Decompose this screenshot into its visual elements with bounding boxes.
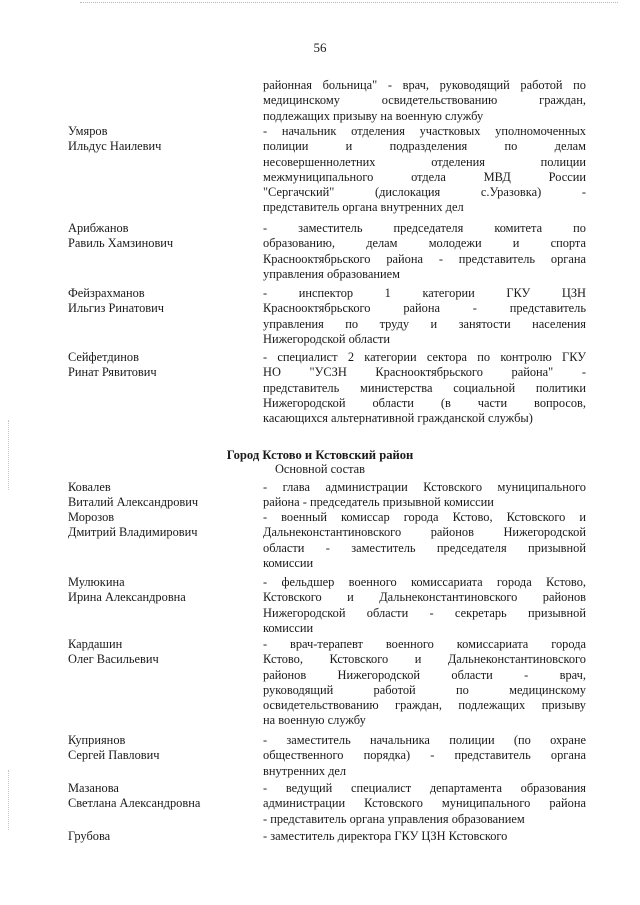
member-given-names: Ильгиз Ринатович bbox=[68, 301, 164, 316]
role-line: - специалист 2 категории сектора по контролю ГКУ bbox=[263, 350, 586, 364]
member-surname: Грубова bbox=[68, 829, 111, 843]
member-given-names: Ринат Рявитович bbox=[68, 365, 157, 380]
role-line: подлежащих призыву на военную службу bbox=[263, 108, 484, 123]
member-name bbox=[68, 124, 258, 155]
member-role bbox=[263, 637, 586, 729]
member-role bbox=[263, 781, 586, 827]
page-number: 56 bbox=[313, 40, 327, 55]
member-surname: Куприянов bbox=[68, 733, 126, 747]
member-role bbox=[263, 829, 586, 844]
role-line: образованию, делам молодежи и спорта bbox=[263, 236, 586, 251]
role-line: касающихся альтернативной гражданской службы) bbox=[263, 411, 533, 426]
top-dotted-rule bbox=[80, 2, 618, 3]
member-role bbox=[263, 221, 586, 282]
role-line: районов Нижегородской области - врач, bbox=[263, 667, 586, 682]
role-line: Дальнеконстантиновского районов Нижегородской bbox=[263, 525, 586, 540]
role-line: "Сергачский" (дислокация с.Уразовка) - bbox=[263, 185, 586, 200]
role-line: несовершеннолетних отделения полиции bbox=[263, 154, 586, 169]
section-heading: Город Кстово и Кстовский район bbox=[226, 448, 414, 462]
member-role bbox=[263, 575, 586, 636]
member-given-names: Дмитрий Владимирович bbox=[68, 525, 198, 540]
role-line: - заместитель директора ГКУ ЦЗН Кстовского bbox=[263, 829, 508, 843]
role-line: области - заместитель председателя призывной bbox=[263, 540, 586, 555]
member-name bbox=[68, 637, 258, 668]
role-line: полиции и подразделения по делам bbox=[263, 139, 586, 154]
role-line: Нижегородской области (в части вопросов, bbox=[263, 395, 586, 410]
role-line: НО "УСЗН Краснооктябрьского района" - bbox=[263, 365, 586, 380]
role-line: - заместитель председателя комитета по bbox=[263, 221, 586, 235]
role-line: комиссии bbox=[263, 555, 314, 570]
role-line: представитель органа внутренних дел bbox=[263, 200, 464, 215]
role-line: - глава администрации Кстовского муниципального bbox=[263, 480, 586, 494]
role-line: - начальник отделения участковых уполномоченных bbox=[263, 124, 586, 138]
member-role bbox=[263, 350, 586, 426]
role-line: - инспектор 1 категории ГКУ ЦЗН bbox=[263, 286, 586, 300]
role-line: администрации Кстовского муниципального района bbox=[263, 796, 586, 811]
member-name bbox=[68, 829, 258, 844]
member-name bbox=[68, 575, 258, 606]
role-line: Кстовского и Дальнеконстантиновского районов bbox=[263, 590, 586, 605]
member-given-names: Ирина Александровна bbox=[68, 590, 186, 605]
member-surname: Ковалев bbox=[68, 480, 111, 494]
role-line: - врач-терапевт военного комиссариата города bbox=[263, 637, 586, 651]
role-line: комиссии bbox=[263, 620, 314, 635]
role-line: межмуниципального отдела МВД России bbox=[263, 169, 586, 184]
member-name bbox=[68, 480, 258, 511]
role-line: Кстово, Кстовского и Дальнеконстантиновского bbox=[263, 652, 586, 667]
role-line: Краснооктябрьского района - представитель органа bbox=[263, 251, 586, 266]
role-line: Нижегородской области bbox=[263, 331, 391, 346]
member-role bbox=[263, 124, 586, 216]
member-name bbox=[68, 221, 258, 252]
member-surname: Морозов bbox=[68, 510, 115, 524]
section-subheading: Основной состав bbox=[274, 462, 366, 476]
member-surname: Кардашин bbox=[68, 637, 123, 651]
role-line: управления образованием bbox=[263, 266, 400, 281]
member-given-names: Олег Васильевич bbox=[68, 652, 159, 667]
member-given-names: Светлана Александровна bbox=[68, 796, 201, 811]
left-margin-dots bbox=[8, 770, 9, 830]
role-line: районная больница" - врач, руководящий работой по bbox=[263, 78, 586, 92]
member-surname: Фейзрахманов bbox=[68, 286, 145, 300]
member-name bbox=[68, 350, 258, 381]
member-surname: Мазанова bbox=[68, 781, 119, 795]
member-given-names: Равиль Хамзинович bbox=[68, 236, 174, 251]
role-line: - представитель органа управления образованием bbox=[263, 811, 525, 826]
member-given-names: Сергей Павлович bbox=[68, 748, 160, 763]
role-line: медицинскому освидетельствованию граждан, bbox=[263, 93, 586, 108]
role-line: общественного порядка) - представитель органа bbox=[263, 748, 586, 763]
role-line: - заместитель начальника полиции (по охране bbox=[263, 733, 586, 747]
member-role bbox=[263, 733, 586, 779]
member-name bbox=[68, 510, 258, 541]
role-line: внутренних дел bbox=[263, 763, 347, 778]
member-surname: Умяров bbox=[68, 124, 108, 138]
role-line: - фельдшер военного комиссариата города Кстово, bbox=[263, 575, 586, 589]
member-name bbox=[68, 733, 258, 764]
member-given-names: Виталий Александрович bbox=[68, 495, 199, 510]
member-name bbox=[68, 781, 258, 812]
role-line: - ведущий специалист департамента образования bbox=[263, 781, 586, 795]
role-line: района - председатель призывной комиссии bbox=[263, 495, 494, 510]
role-line: представитель министерства социальной политики bbox=[263, 380, 586, 395]
member-role bbox=[263, 510, 586, 571]
role-line: руководящий работой по медицинскому bbox=[263, 682, 586, 697]
member-surname: Мулюкина bbox=[68, 575, 125, 589]
member-role bbox=[263, 78, 586, 124]
member-given-names: Ильдус Наилевич bbox=[68, 139, 162, 154]
member-surname: Арибжанов bbox=[68, 221, 129, 235]
role-line: освидетельствованию граждан, подлежащих призыву bbox=[263, 698, 586, 713]
role-line: - военный комиссар города Кстово, Кстовского и bbox=[263, 510, 586, 524]
member-role bbox=[263, 480, 586, 511]
role-line: управления по труду и занятости населения bbox=[263, 316, 586, 331]
role-line: Нижегородской области - секретарь призывной bbox=[263, 605, 586, 620]
member-role bbox=[263, 286, 586, 347]
role-line: на военную службу bbox=[263, 713, 366, 728]
member-name bbox=[68, 286, 258, 317]
member-surname: Сейфетдинов bbox=[68, 350, 139, 364]
role-line: Краснооктябрьского района - представитель bbox=[263, 301, 586, 316]
